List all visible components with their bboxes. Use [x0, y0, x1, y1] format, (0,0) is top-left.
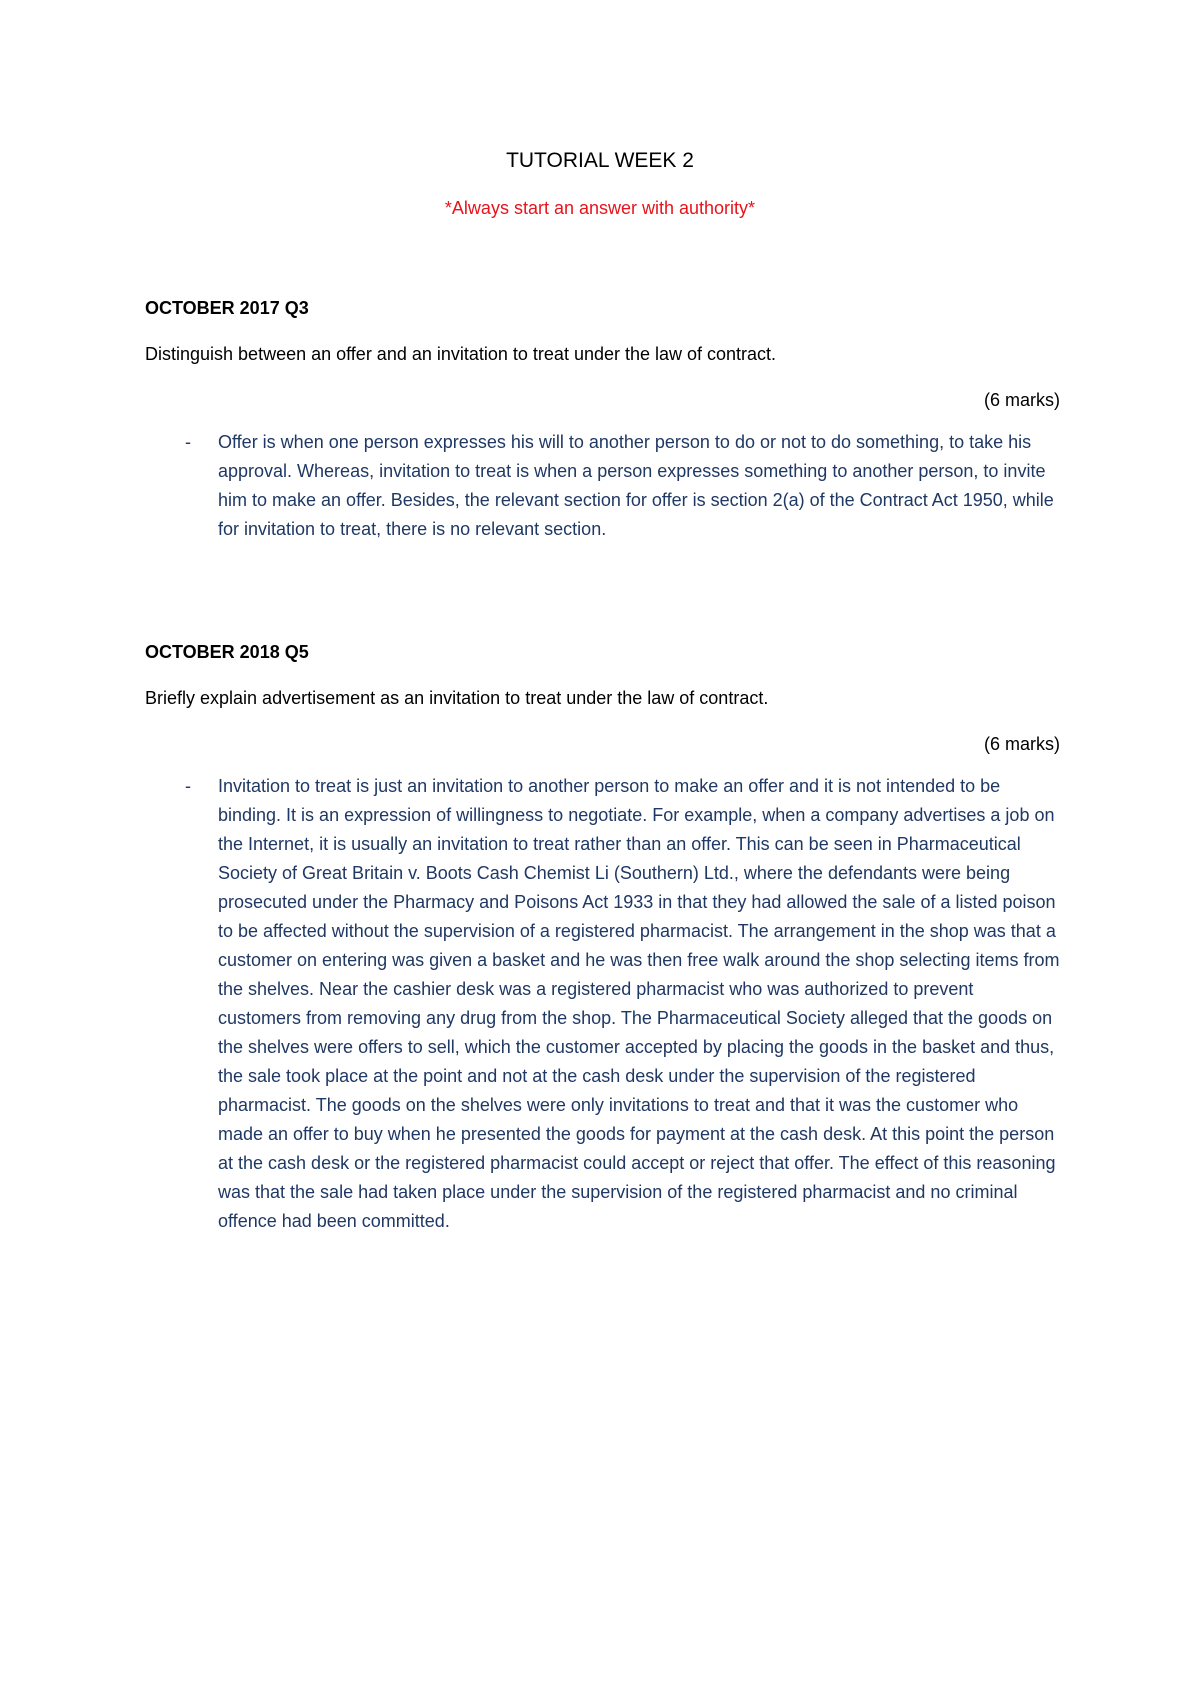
question-marks: (6 marks): [984, 390, 1060, 410]
page-subtitle: *Always start an answer with authority*: [444, 198, 756, 218]
question-heading: OCTOBER 2018 Q5: [145, 642, 309, 662]
answer-block: [145, 772, 1060, 1236]
question-text: Briefly explain advertisement as an invitation to treat under the law of contract.: [145, 688, 769, 708]
question-marks: (6 marks): [984, 734, 1060, 754]
question-section-1: [145, 296, 1060, 544]
page-title: TUTORIAL WEEK 2: [506, 149, 694, 172]
answer-text: Offer is when one person expresses his will to another person to do or not to do something, to take his approval. Whereas, invitation to treat is when a person expresses something to another person, to invite him to make an offer. Besides, the relevant section for offer is section 2(a) of the Contract Act 1950, while for invitation to treat, there is no relevant section.: [218, 432, 1054, 539]
answer-text: Invitation to treat is just an invitation to another person to make an offer and it is not intended to be binding. It is an expression of willingness to negotiate. For example, when a company advertises a job on the Internet, it is usually an invitation to treat rather than an offer. This can be seen in Pharmaceutical Society of Great Britain v. Boots Cash Chemist Li (Southern) Ltd., where the defendants were being prosecuted under the Pharmacy and Poisons Act 1933 in that they had allowed the sale of a listed poison to be affected without the supervision of a registered pharmacist. The arrangement in the shop was that a customer on entering was given a basket and he was then free walk around the shop selecting items from the shelves. Near the cashier desk was a registered pharmacist who was authorized to prevent customers from removing any drug from the shop. The Pharmaceutical Society alleged that the goods on the shelves were offers to sell, which the customer accepted by placing the goods in the basket and thus, the sale took place at the point and not at the cash desk under the supervision of the registered pharmacist. The goods on the shelves were only invitations to treat and that it was the customer who made an offer to buy when he presented the goods for payment at the cash desk. At this point the person at the cash desk or the registered pharmacist could accept or reject that offer. The effect of this reasoning was that the sale had taken place under the supervision of the registered pharmacist and no criminal offence had been committed.: [218, 776, 1060, 1231]
question-heading: OCTOBER 2017 Q3: [145, 298, 309, 318]
answer-block: [145, 428, 1060, 544]
bullet-dash: -: [185, 776, 191, 796]
question-text: Distinguish between an offer and an invitation to treat under the law of contract.: [145, 344, 777, 364]
bullet-dash: -: [185, 432, 191, 452]
question-section-2: [145, 640, 1060, 1236]
